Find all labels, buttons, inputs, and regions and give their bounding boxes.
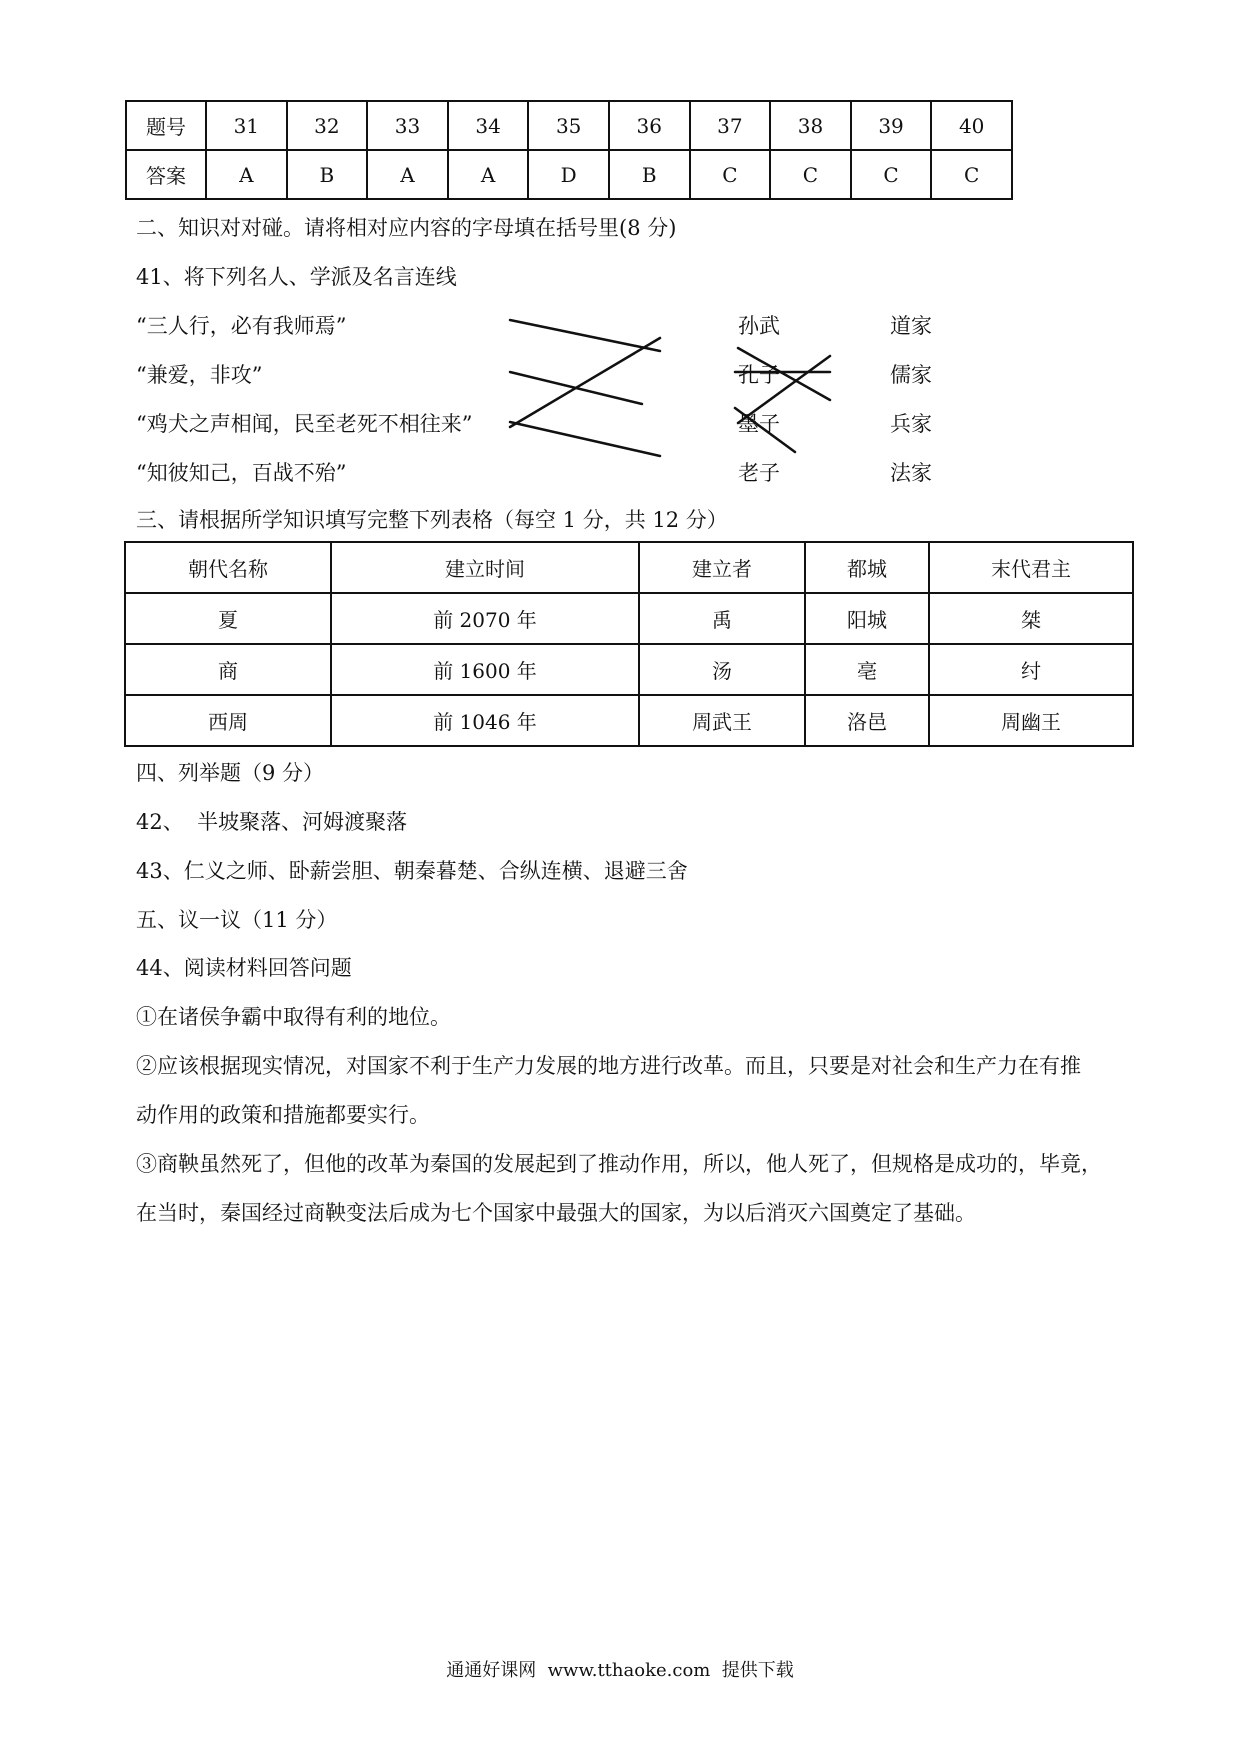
answer-2-line1: ②应该根据现实情况，对国家不利于生产力发展的地方进行改革。而且，只要是对社会和生产力在有推: [136, 1054, 1081, 1078]
number-cell: 38: [770, 101, 851, 150]
table-cell: 前 2070 年: [331, 593, 639, 644]
number-cell: 37: [690, 101, 771, 150]
quote-3: “鸡犬之声相闻，民至老死不相往来”: [136, 412, 473, 436]
number-cell: 32: [287, 101, 368, 150]
answer-cell: B: [287, 150, 368, 199]
table-cell: 纣: [929, 644, 1133, 695]
connector-line: [510, 422, 660, 456]
person-3: 墨子: [738, 412, 780, 436]
table-cell: 汤: [639, 644, 805, 695]
number-cell: 31: [206, 101, 287, 150]
answer-3-line1: ③商鞅虽然死了，但他的改革为秦国的发展起到了推动作用，所以，他人死了，但规格是成功的，毕竟，: [136, 1152, 1102, 1176]
answer-3-line2: 在当时，秦国经过商鞅变法后成为七个国家中最强大的国家，为以后消灭六国奠定了基础。: [136, 1201, 976, 1225]
q44-text: 44、阅读材料回答问题: [136, 956, 352, 980]
connector-line: [738, 348, 830, 400]
section2-title: 二、知识对对碰。请将相对应内容的字母填在括号里(8 分): [136, 216, 677, 240]
answer-cell: C: [931, 150, 1012, 199]
table-cell: 商: [125, 644, 331, 695]
answer-cell: A: [367, 150, 448, 199]
table-cell: 禹: [639, 593, 805, 644]
connector-line: [738, 356, 830, 423]
section3-title: 三、请根据所学知识填写完整下列表格（每空 1 分，共 12 分）: [136, 508, 728, 532]
header-cell: 建立者: [639, 542, 805, 593]
connector-line: [510, 320, 660, 351]
quote-4: “知彼知己，百战不殆”: [136, 461, 347, 485]
answer-cell: B: [609, 150, 690, 199]
q42-text: 42、 半坡聚落、河姆渡聚落: [136, 810, 408, 834]
table-cell: 阳城: [805, 593, 929, 644]
table-cell: 夏: [125, 593, 331, 644]
answer-cell: C: [770, 150, 851, 199]
answer-cell: A: [206, 150, 287, 199]
answer-cell: C: [851, 150, 932, 199]
number-cell: 36: [609, 101, 690, 150]
school-3: 兵家: [890, 412, 932, 436]
dynasty-table: [124, 541, 1134, 747]
number-header-cell: 题号: [126, 101, 206, 150]
number-cell: 33: [367, 101, 448, 150]
answer-2-line2: 动作用的政策和措施都要实行。: [136, 1103, 430, 1127]
school-1: 道家: [890, 314, 932, 338]
q43-text: 43、仁义之师、卧薪尝胆、朝秦暮楚、合纵连横、退避三舍: [136, 859, 688, 883]
school-2: 儒家: [890, 363, 932, 387]
connector-line: [510, 338, 660, 427]
table-row: [125, 593, 1133, 644]
person-2: 孔子: [738, 363, 780, 387]
header-cell: 朝代名称: [125, 542, 331, 593]
table-cell: 桀: [929, 593, 1133, 644]
table-cell: 周武王: [639, 695, 805, 746]
table-cell: 前 1046 年: [331, 695, 639, 746]
number-cell: 35: [528, 101, 609, 150]
school-4: 法家: [890, 461, 932, 485]
quote-1: “三人行，必有我师焉”: [136, 314, 347, 338]
answer-cell: A: [448, 150, 529, 199]
table-cell: 洛邑: [805, 695, 929, 746]
number-cell: 34: [448, 101, 529, 150]
table-row: [125, 695, 1133, 746]
table-cell: 周幽王: [929, 695, 1133, 746]
answer-cell: C: [690, 150, 771, 199]
section4-title: 四、列举题（9 分）: [136, 761, 325, 785]
answer-cell: D: [528, 150, 609, 199]
table-row: [125, 644, 1133, 695]
header-cell: 末代君主: [929, 542, 1133, 593]
number-cell: 40: [931, 101, 1012, 150]
table-cell: 前 1600 年: [331, 644, 639, 695]
person-1: 孙武: [738, 314, 780, 338]
header-cell: 都城: [805, 542, 929, 593]
connector-line: [735, 408, 795, 452]
table-cell: 亳: [805, 644, 929, 695]
table-cell: 西周: [125, 695, 331, 746]
q41-text: 41、将下列名人、学派及名言连线: [136, 265, 457, 289]
header-cell: 建立时间: [331, 542, 639, 593]
number-cell: 39: [851, 101, 932, 150]
quote-2: “兼爱，非攻”: [136, 363, 263, 387]
answer-header-cell: 答案: [126, 150, 206, 199]
answer-1: ①在诸侯争霸中取得有利的地位。: [136, 1005, 451, 1029]
section5-title: 五、议一议（11 分）: [136, 908, 338, 932]
page-footer: 通通好课网 www.tthaoke.com 提供下载: [446, 1660, 794, 1681]
person-4: 老子: [738, 461, 780, 485]
dynasty-table-header-row: [125, 542, 1133, 593]
